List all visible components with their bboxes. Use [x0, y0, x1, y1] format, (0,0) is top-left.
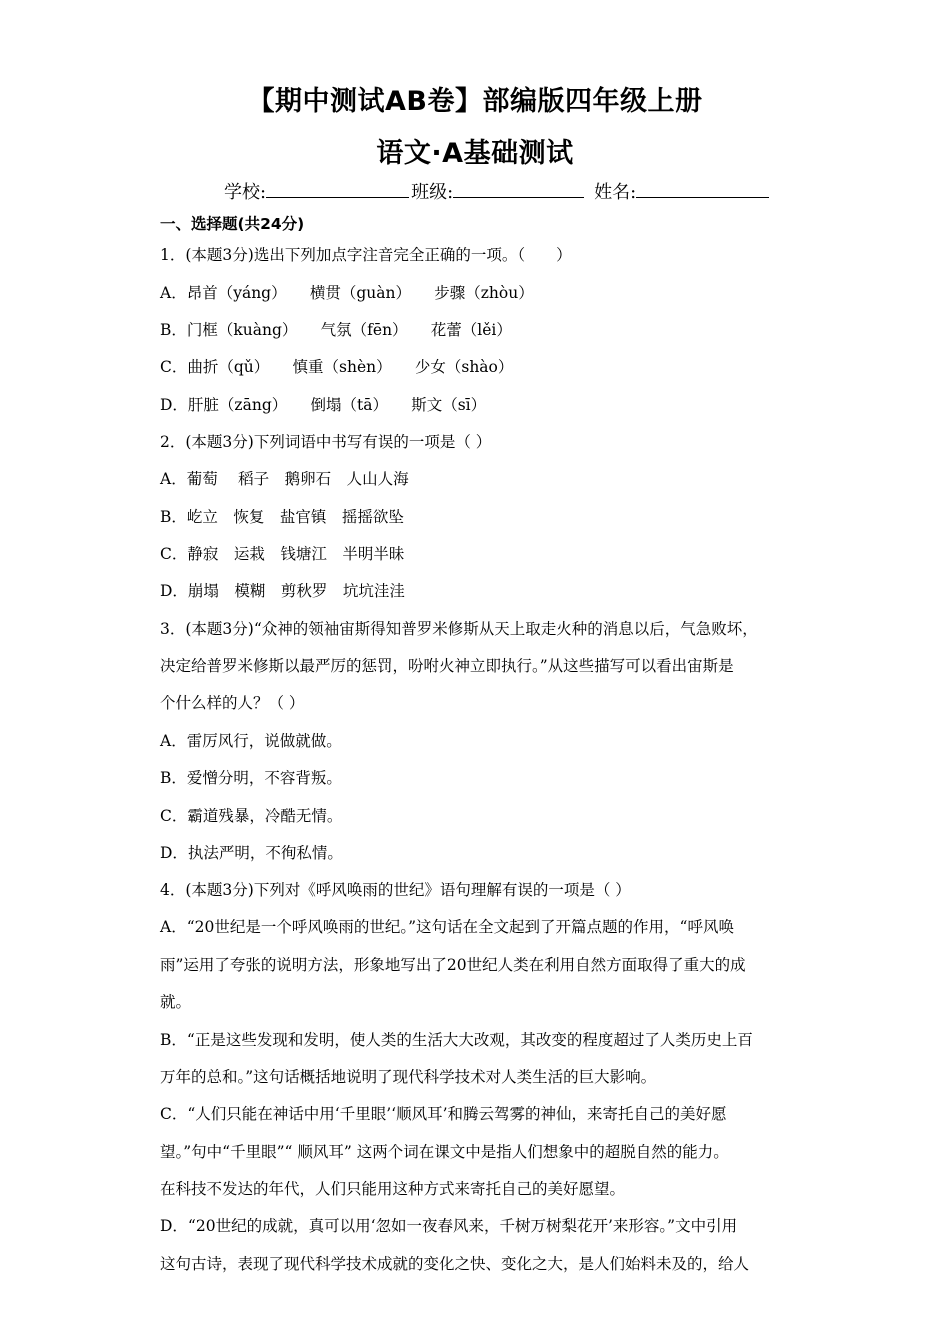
- question-3-option-c: C．霸道残暴，冷酷无情。: [160, 807, 343, 825]
- question-1-option-b: B．门框（kuàng） 气氛（fēn） 花蕾（lěi）: [160, 321, 512, 339]
- question-4-option-a-line2: 雨”运用了夸张的说明方法，形象地写出了20世纪人类在利用自然方面取得了重大的成: [160, 956, 746, 974]
- question-4-option-b-line1: B．“正是这些发现和发明，使人类的生活大大改观，其改变的程度超过了人类历史上百: [160, 1031, 753, 1049]
- question-4-option-c-line1: C．“人们只能在神话中用‘千里眼’‘顺风耳’和腾云驾雾的神仙，来寄托自己的美好愿: [160, 1105, 727, 1123]
- question-4-option-d-line2: 这句古诗，表现了现代科学技术成就的变化之快、变化之大，是人们始料未及的，给人: [160, 1255, 750, 1273]
- question-3-stem-line3: 个什么样的人？（ ）: [160, 694, 305, 712]
- question-3-stem-line2: 决定给普罗米修斯以最严厉的惩罚，吩咐火神立即执行。”从这些描写可以看出宙斯是: [160, 657, 734, 675]
- question-2-stem: 2．(本题3分)下列词语中书写有误的一项是（ ）: [160, 433, 492, 451]
- question-2-option-c: C．静寂 运栽 钱塘江 半明半昧: [160, 545, 405, 563]
- question-1-stem: 1．(本题3分)选出下列加点字注音完全正确的一项。（ ）: [160, 246, 572, 264]
- question-3-option-a: A．雷厉风行，说做就做。: [160, 732, 342, 750]
- document-title: 【期中测试AB卷】部编版四年级上册: [247, 86, 703, 117]
- question-2-option-d: D．崩塌 模糊 剪秋罗 坑坑洼洼: [160, 582, 405, 600]
- question-4-option-c-line3: 在科技不发达的年代，人们只能用这种方式来寄托自己的美好愿望。: [160, 1180, 626, 1198]
- question-4-option-c-line2: 望。”句中“千里眼”“ 顺风耳” 这两个词在课文中是指人们想象中的超脱自然的能力。: [160, 1143, 729, 1161]
- question-1-option-c: C．曲折（qǔ） 慎重（shèn） 少女（shào）: [160, 358, 514, 376]
- question-4-option-d-line1: D．“20世纪的成就，真可以用‘忽如一夜春风来，千树万树梨花开’来形容。”文中引用: [160, 1217, 738, 1235]
- question-4-option-a-line1: A．“20世纪是一个呼风唤雨的世纪。”这句话在全文起到了开篇点题的作用，“呼风唤: [160, 918, 734, 936]
- student-info-line: [224, 178, 804, 204]
- question-4-stem: 4．(本题3分)下列对《呼风唤雨的世纪》语句理解有误的一项是（ ）: [160, 881, 631, 899]
- question-2-option-b: B．屹立 恢复 盐官镇 摇摇欲坠: [160, 508, 404, 526]
- question-1-option-d: D．肝脏（zāng） 倒塌（tā） 斯文（sī）: [160, 396, 487, 414]
- question-3-option-d: D．执法严明，不徇私情。: [160, 844, 343, 862]
- question-4-option-a-line3: 就。: [160, 993, 192, 1011]
- class-field[interactable]: [453, 179, 584, 198]
- question-4-option-b-line2: 万年的总和。”这句话概括地说明了现代科学技术对人类生活的巨大影响。: [160, 1068, 657, 1086]
- name-label: 姓名:: [594, 182, 637, 203]
- name-field[interactable]: [636, 179, 769, 198]
- document-subtitle: 语文·A基础测试: [376, 138, 574, 169]
- question-3-stem-line1: 3．(本题3分)“众神的领袖宙斯得知普罗米修斯从天上取走火种的消息以后，气急败坏，: [160, 620, 758, 638]
- question-2-option-a: A．葡萄 稻子 鹅卵石 人山人海: [160, 470, 409, 488]
- section-heading: 一、选择题(共24分): [160, 215, 305, 233]
- question-3-option-b: B．爱憎分明，不容背叛。: [160, 769, 342, 787]
- school-field[interactable]: [266, 179, 409, 198]
- question-1-option-a: A．昂首（yáng） 横贯（guàn） 步骤（zhòu）: [160, 284, 534, 302]
- class-label: 班级:: [411, 182, 454, 203]
- school-label: 学校:: [224, 182, 267, 203]
